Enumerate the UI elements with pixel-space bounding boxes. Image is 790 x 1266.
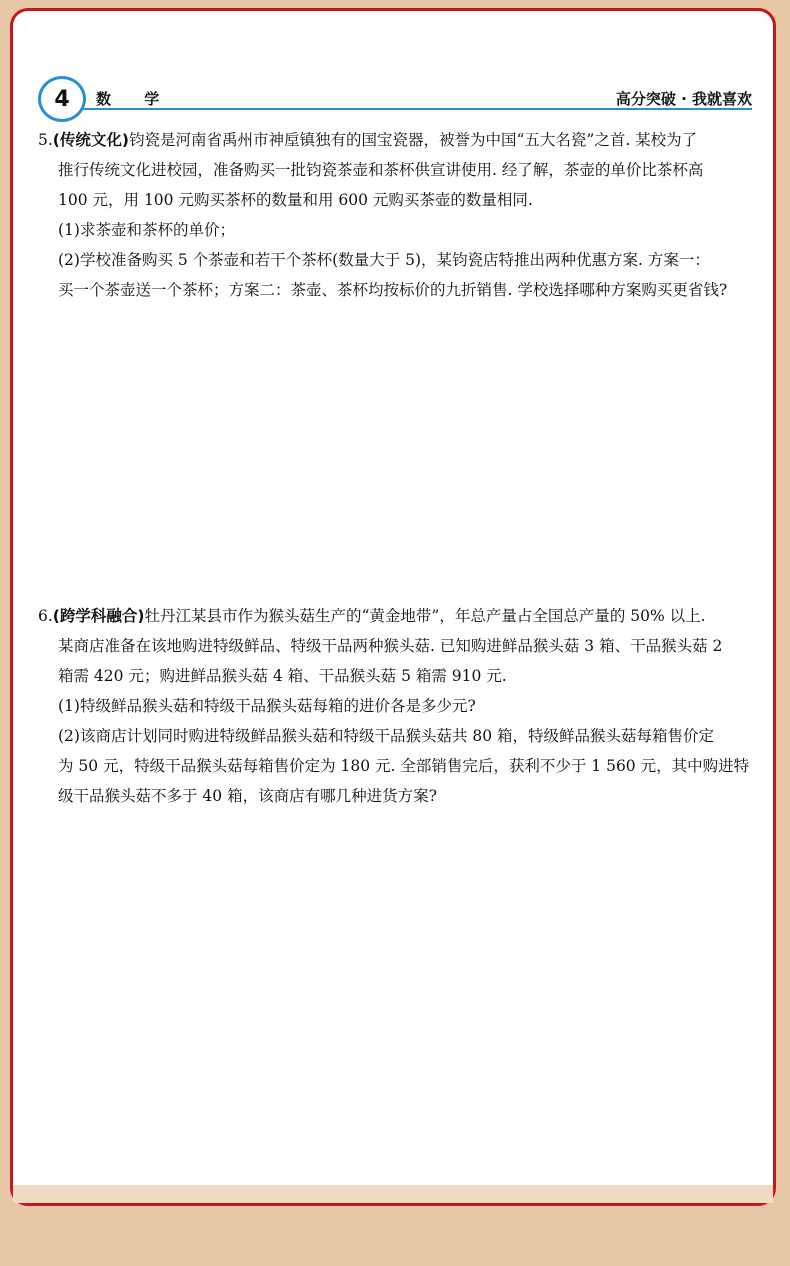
question-6-part-2-line-3: 级干品猴头菇不多于 40 箱，该商店有哪几种进货方案? (58, 787, 437, 805)
question-6-number: 6. (38, 607, 53, 625)
question-6-line-1 (38, 601, 754, 631)
question-5-part-2-line-2: 买一个茶壶送一个茶杯；方案二：茶壶、茶杯均按标价的九折销售. 学校选择哪种方案购买更省钱? (58, 281, 728, 299)
question-5-line-1 (38, 125, 754, 155)
question-6-part-2-line-1: (2)该商店计划同时购进特级鲜品猴头菇和特级干品猴头菇共 80 箱，特级鲜品猴头菇每箱售价定 (58, 727, 715, 745)
question-5-number: 5. (38, 131, 53, 149)
question-6-tag: (跨学科融合) (52, 607, 145, 625)
bottom-strip (13, 1185, 773, 1203)
question-5-tag: (传统文化) (52, 131, 129, 149)
series-title: 高分突破 · 我就喜欢 (615, 90, 752, 108)
question-5-part-2-line-1: (2)学校准备购买 5 个茶壶和若干个茶杯(数量大于 5)，某钧瓷店特推出两种优惠方案. 方案一： (58, 251, 710, 269)
question-5-line-3: 100 元，用 100 元购买茶杯的数量和用 600 元购买茶壶的数量相同. (58, 191, 533, 209)
page-number-badge: 4 (38, 76, 86, 122)
question-6-line-3: 箱需 420 元；购进鲜品猴头菇 4 箱、干品猴头菇 5 箱需 910 元. (58, 667, 507, 685)
subject-title: 数 学 (96, 90, 174, 108)
question-5-text: 钧瓷是河南省禹州市神垕镇独有的国宝瓷器，被誉为中国“五大名瓷”之首. 某校为了 (128, 131, 698, 149)
question-5 (38, 125, 754, 305)
question-6-part-1: (1)特级鲜品猴头菇和特级干品猴头菇每箱的进价各是多少元? (58, 697, 476, 715)
question-5-line-2: 推行传统文化进校园，准备购买一批钧瓷茶壶和茶杯供宣讲使用. 经了解，茶壶的单价比茶杯高 (58, 161, 704, 179)
question-6 (38, 601, 754, 811)
question-6-part-2-line-2: 为 50 元，特级干品猴头菇每箱售价定为 180 元. 全部销售完后，获利不少于 1 560 元，其中购进特 (58, 757, 750, 775)
question-6-text: 牡丹江某县市作为猴头菇生产的“黄金地带”，年总产量占全国总产量的 50% 以上. (144, 607, 706, 625)
question-5-part-1: (1)求茶壶和茶杯的单价； (58, 221, 235, 239)
question-6-line-2: 某商店准备在该地购进特级鲜品、特级干品两种猴头菇. 已知购进鲜品猴头菇 3 箱、干品猴头菇 2 (58, 637, 723, 655)
